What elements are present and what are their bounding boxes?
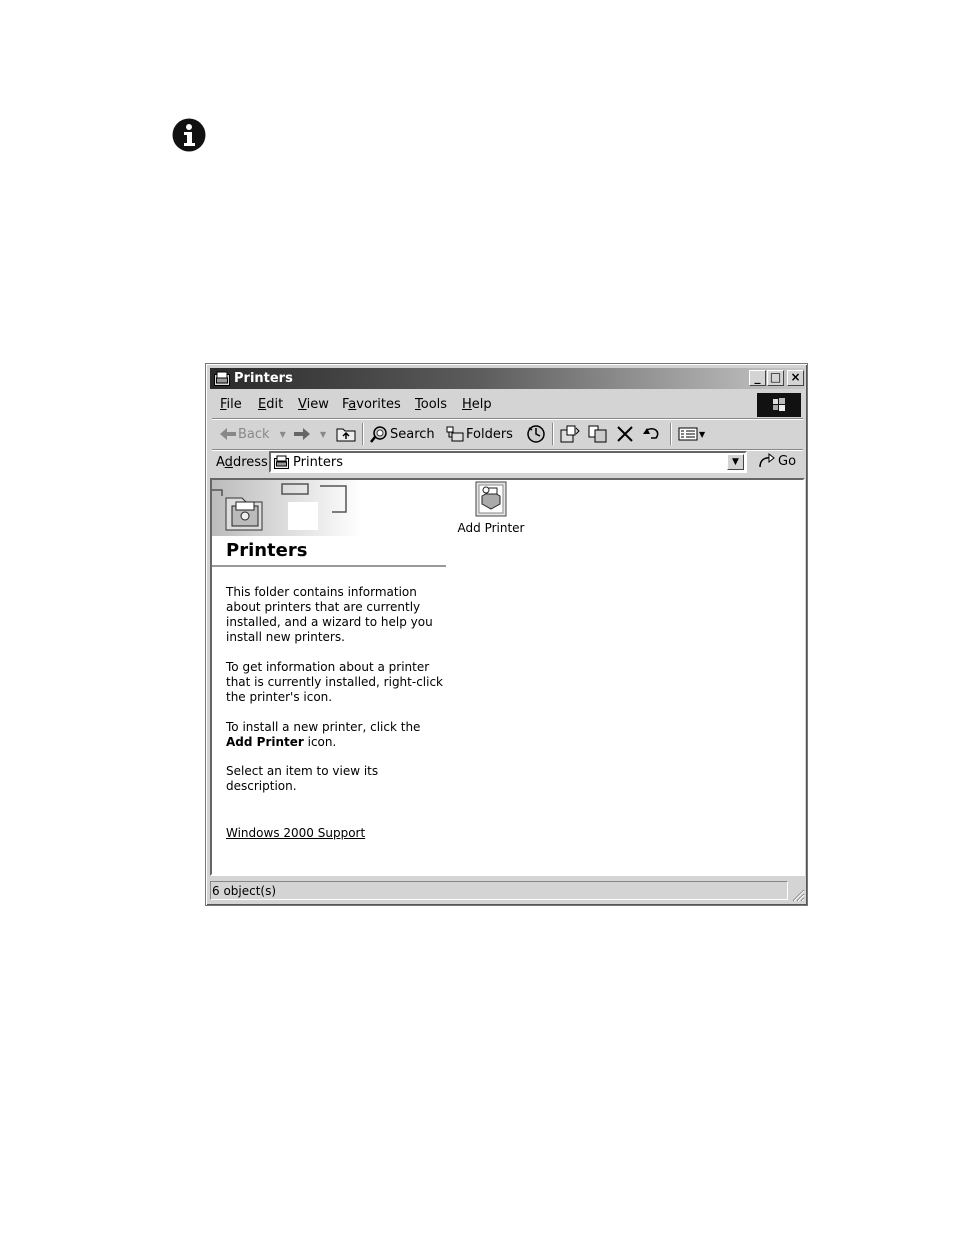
toolbar-separator — [362, 423, 364, 445]
address-bar — [210, 450, 805, 476]
add-printer-icon — [474, 480, 508, 518]
undo-icon — [642, 426, 662, 442]
minimize-button[interactable]: _ — [749, 370, 766, 386]
toolbar — [210, 420, 805, 448]
windows-support-link[interactable]: Windows 2000 Support — [226, 826, 366, 840]
address-dropdown-button[interactable]: ▼ — [727, 454, 744, 470]
folders-button[interactable]: Folders — [446, 424, 513, 444]
menu-file[interactable]: File — [220, 397, 242, 412]
printers-window — [205, 363, 808, 906]
info-icon — [172, 118, 206, 152]
views-icon — [678, 426, 698, 442]
pane-title: Printers — [226, 540, 308, 561]
printers-banner-graphic — [212, 480, 448, 540]
delete-button[interactable] — [616, 424, 634, 444]
menu-edit[interactable]: Edit — [258, 397, 284, 412]
go-button[interactable]: Go — [758, 453, 796, 469]
copy-to-icon — [588, 425, 608, 443]
folders-icon — [446, 426, 464, 442]
resize-grip-icon[interactable] — [789, 886, 805, 902]
search-button[interactable]: Search — [370, 424, 435, 444]
pane-install-hint: To install a new printer, click the Add Printer icon. — [226, 720, 421, 749]
forward-dropdown-icon[interactable]: ▼ — [320, 429, 327, 439]
web-view-pane — [212, 480, 448, 874]
views-dropdown-icon[interactable]: ▼ — [699, 429, 706, 439]
history-button[interactable] — [526, 424, 546, 444]
forward-button[interactable] — [294, 424, 326, 444]
pane-description: This folder contains information about printers that are currently installed, and a wizard to help you install new printers. — [226, 585, 433, 644]
menu-view[interactable]: View — [298, 397, 329, 412]
toolbar-separator — [552, 423, 554, 445]
undo-button[interactable] — [642, 424, 662, 444]
address-input[interactable]: Printers ▼ — [269, 451, 747, 473]
pane-select-hint: Select an item to view its description. — [226, 764, 379, 793]
delete-icon — [616, 425, 634, 443]
up-folder-icon — [336, 426, 356, 442]
menu-help[interactable]: Help — [462, 397, 492, 412]
close-button[interactable]: × — [787, 370, 804, 386]
content-area — [210, 478, 805, 876]
menu-tools[interactable]: Tools — [415, 397, 448, 412]
search-icon — [370, 425, 388, 443]
copy-to-button[interactable] — [588, 424, 608, 444]
menu-bar — [210, 392, 805, 417]
back-dropdown-icon[interactable]: ▼ — [279, 429, 286, 439]
toolbar-separator — [670, 423, 672, 445]
move-to-icon — [560, 425, 580, 443]
windows-logo — [757, 393, 801, 417]
history-icon — [526, 424, 546, 444]
address-label: Address — [216, 455, 268, 470]
move-to-button[interactable] — [560, 424, 580, 444]
back-arrow-icon — [220, 428, 236, 440]
views-button[interactable] — [678, 424, 705, 444]
add-printer-label: Add Printer — [457, 521, 525, 535]
status-bar — [210, 880, 805, 902]
printer-folder-icon — [274, 455, 289, 469]
maximize-button[interactable]: □ — [767, 370, 784, 386]
windows-flag-icon — [757, 393, 801, 417]
up-button[interactable] — [336, 424, 356, 444]
go-arrow-icon — [758, 453, 776, 469]
status-object-count: 6 object(s) — [210, 881, 788, 900]
pane-right-click-hint: To get information about a printer that is currently installed, right-click the printer's icon. — [226, 660, 444, 704]
title-bar[interactable] — [210, 368, 805, 389]
back-button[interactable]: Back ▼ — [220, 424, 286, 444]
forward-arrow-icon — [294, 428, 310, 440]
add-printer-item[interactable] — [452, 480, 530, 535]
window-title: Printers — [234, 371, 293, 386]
printer-folder-icon — [214, 371, 230, 386]
pane-divider — [212, 565, 446, 567]
menu-favorites[interactable]: Favorites — [342, 397, 401, 412]
